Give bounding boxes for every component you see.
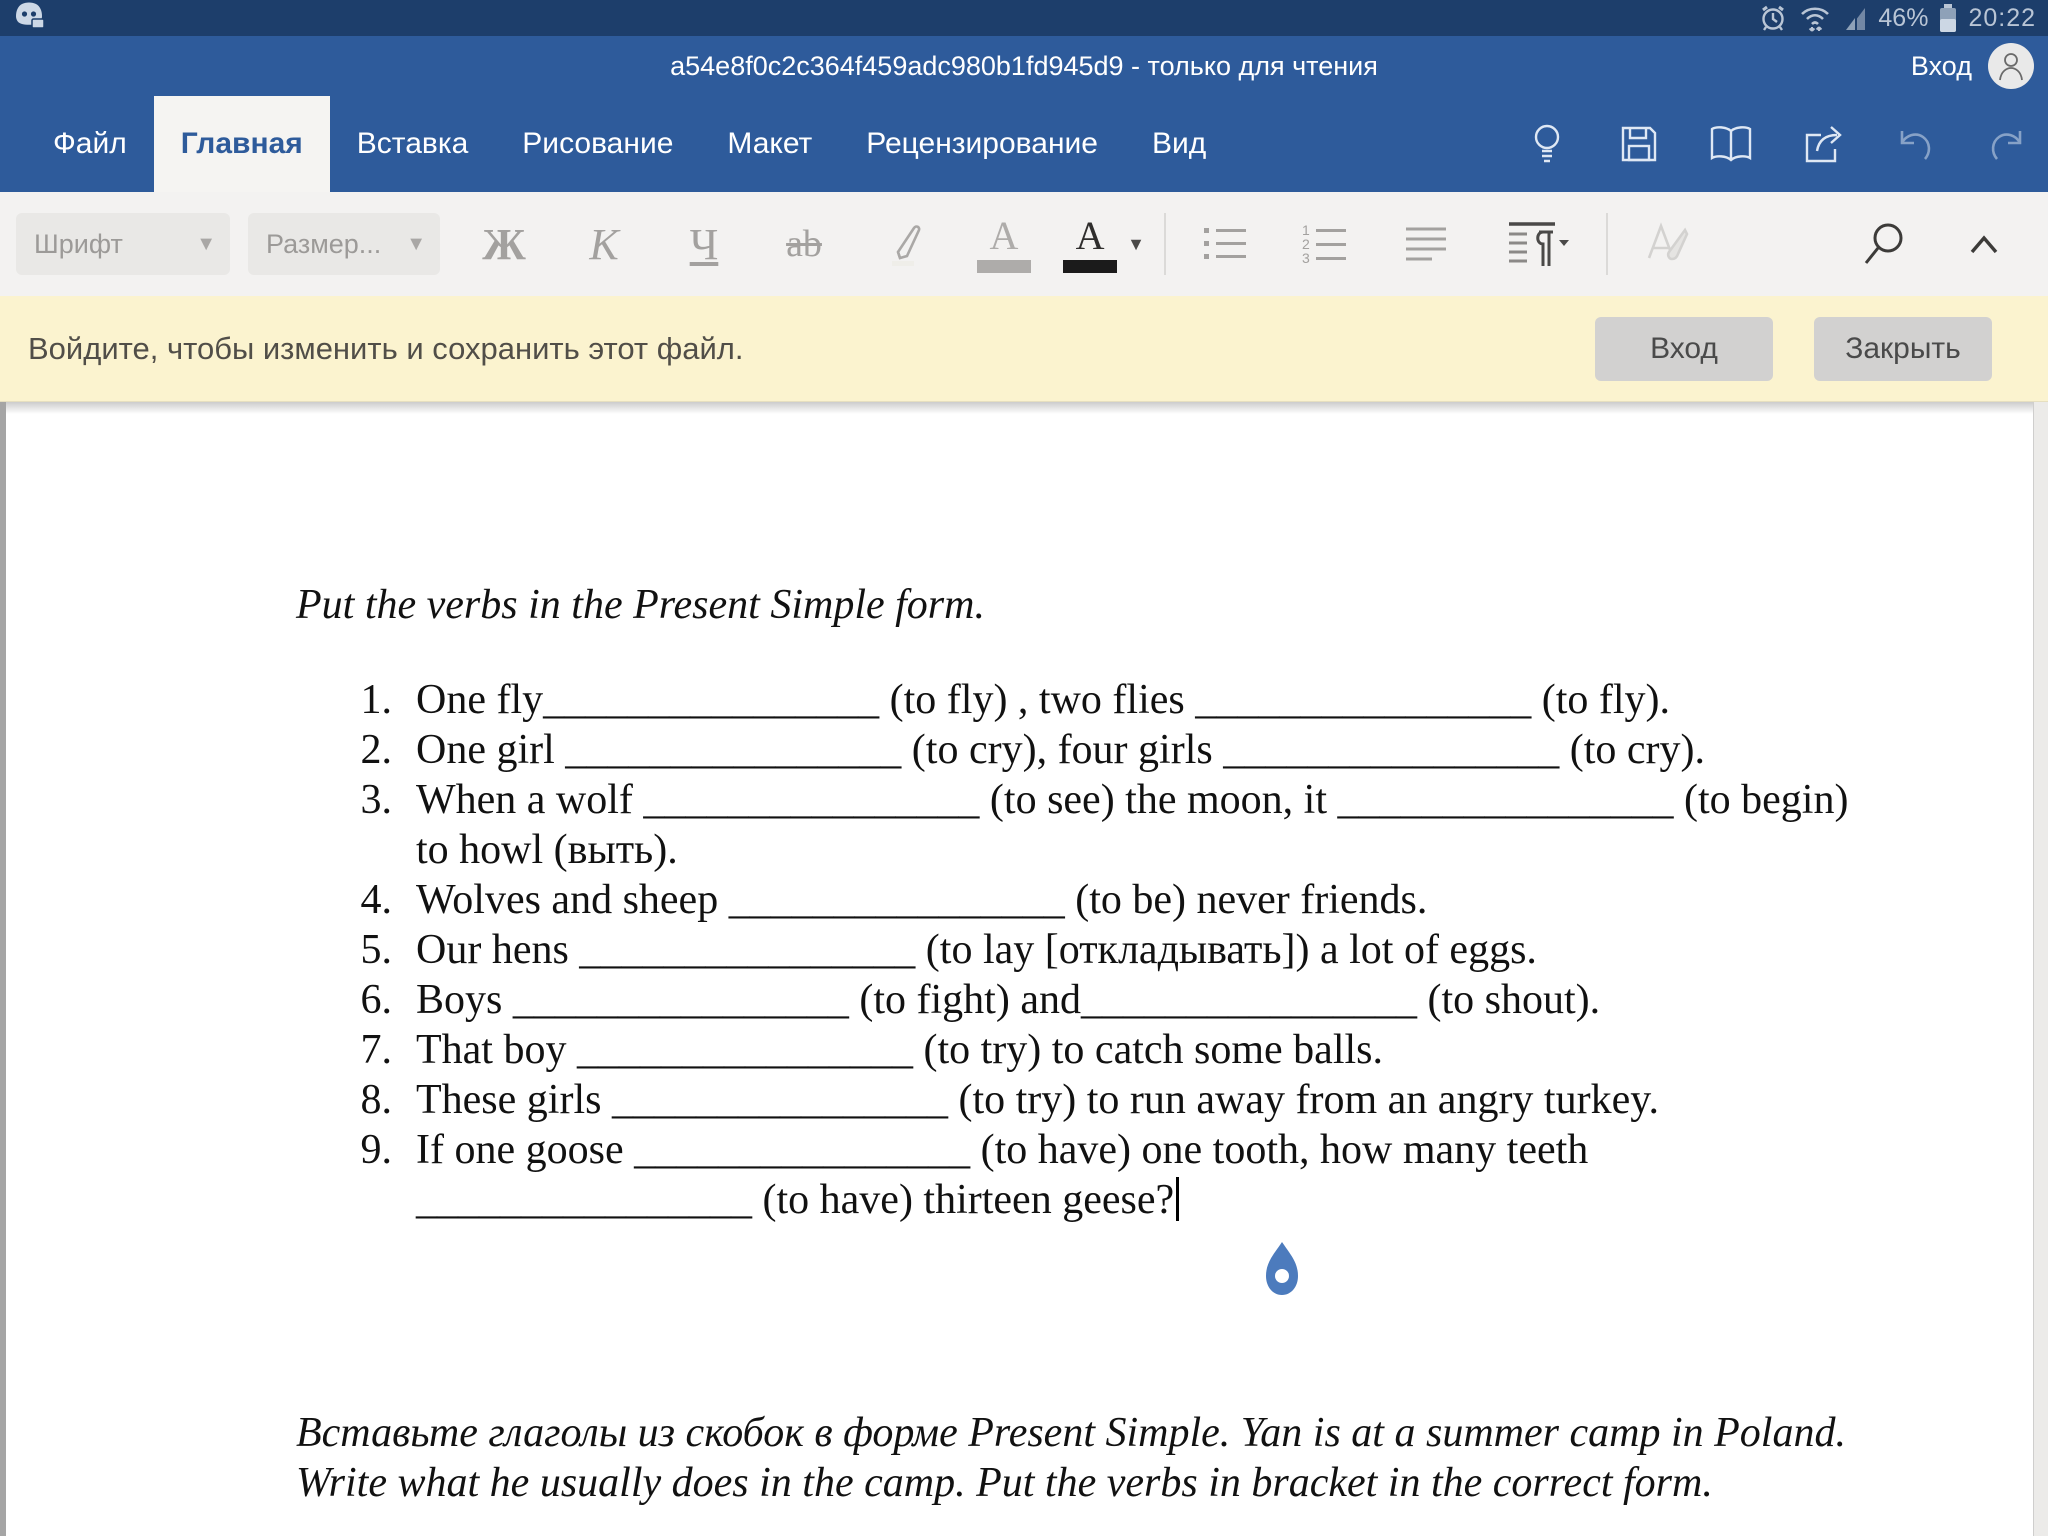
svg-text:3: 3 bbox=[1302, 250, 1310, 266]
svg-text:1: 1 bbox=[1302, 222, 1310, 238]
tab-draw[interactable]: Рисование bbox=[522, 127, 674, 160]
ribbon-tab-row bbox=[0, 96, 2048, 192]
signal-icon bbox=[1844, 4, 1868, 32]
text-effect-icon[interactable]: А bbox=[954, 208, 1054, 280]
underline-button[interactable]: Ч bbox=[689, 219, 719, 269]
svg-text:2: 2 bbox=[1302, 236, 1310, 252]
list-item bbox=[352, 975, 1880, 1025]
android-status-bar bbox=[0, 0, 2048, 36]
list-item-text: One fly________________ (to fly) , two flies ________________ (to fly). bbox=[416, 677, 1671, 723]
bold-button[interactable]: Ж bbox=[482, 219, 526, 269]
footer-instructions: Вставьте глаголы из скобок в форме Present Simple. Yan is at a summer camp in Poland. Write what he usually does in the camp. Put the verbs in bracket in the correct form. bbox=[296, 1410, 1846, 1506]
save-icon[interactable] bbox=[1614, 119, 1664, 169]
list-item-number: 5. bbox=[360, 927, 392, 973]
format-painter-icon[interactable] bbox=[1618, 208, 1718, 280]
document-title: a54e8f0c2c364f459adc980b1fd945d9 - только для чтения bbox=[670, 50, 1378, 81]
share-icon[interactable] bbox=[1798, 119, 1848, 169]
redo-icon[interactable] bbox=[1982, 119, 2032, 169]
word-title-bar bbox=[0, 36, 2048, 96]
undo-icon[interactable] bbox=[1890, 119, 1940, 169]
font-name-label: Шрифт bbox=[34, 228, 123, 259]
account-avatar[interactable] bbox=[1988, 43, 2034, 89]
read-mode-icon[interactable] bbox=[1706, 119, 1756, 169]
list-item-number: 7. bbox=[360, 1027, 392, 1073]
formatting-toolbar bbox=[0, 192, 2048, 296]
list-item-number: 3. bbox=[360, 777, 392, 823]
list-item-number: 2. bbox=[360, 727, 392, 773]
alarm-icon bbox=[1758, 3, 1788, 33]
tab-file[interactable]: Файл bbox=[53, 127, 127, 160]
document-canvas[interactable] bbox=[0, 402, 2048, 1536]
discord-notification-icon bbox=[12, 0, 46, 37]
search-icon[interactable] bbox=[1834, 208, 1934, 280]
toolbar-divider bbox=[1606, 213, 1608, 275]
page-shadow bbox=[0, 402, 2048, 414]
list-item-text: Our hens ________________ (to lay [откладывать]) a lot of eggs. bbox=[416, 927, 1537, 973]
list-item bbox=[352, 1025, 1880, 1075]
list-item-text: These girls ________________ (to try) to run away from an angry turkey. bbox=[416, 1077, 1659, 1123]
font-color-button[interactable]: А ▼ bbox=[1054, 208, 1154, 280]
list-item-text: Wolves and sheep ________________ (to be) never friends. bbox=[416, 877, 1428, 923]
italic-button[interactable]: К bbox=[589, 219, 619, 269]
tab-home[interactable]: Главная bbox=[154, 96, 330, 192]
list-item-text: Boys ________________ (to fight) and________________ (to shout). bbox=[416, 977, 1601, 1023]
numbered-list-icon[interactable] bbox=[1276, 208, 1376, 280]
list-item-number: 4. bbox=[360, 877, 392, 923]
banner-close-button[interactable]: Закрыть bbox=[1814, 317, 1992, 381]
exercise-heading: Put the verbs in the Present Simple form. bbox=[296, 582, 985, 628]
highlighter-icon[interactable] bbox=[854, 208, 954, 280]
font-size-dropdown[interactable] bbox=[248, 213, 440, 275]
list-item-number: 1. bbox=[360, 677, 392, 723]
list-item-text: If one goose ________________ (to have) one tooth, how many teeth ________________ (to have) thirteen geese? bbox=[416, 1127, 1589, 1223]
list-item-number: 8. bbox=[360, 1077, 392, 1123]
chevron-down-icon: ▼ bbox=[406, 232, 426, 255]
text-cursor-handle[interactable] bbox=[1262, 1240, 1302, 1303]
align-icon[interactable] bbox=[1376, 208, 1476, 280]
list-item bbox=[352, 875, 1880, 925]
toolbar-divider bbox=[1164, 213, 1166, 275]
battery-percent: 46% bbox=[1878, 3, 1929, 32]
clock: 20:22 bbox=[1968, 3, 2036, 32]
tab-review[interactable]: Рецензирование bbox=[866, 127, 1098, 160]
tab-layout[interactable]: Макет bbox=[727, 127, 813, 160]
list-item bbox=[352, 1125, 1880, 1225]
tab-view[interactable]: Вид bbox=[1151, 127, 1207, 160]
list-item bbox=[352, 775, 1880, 875]
list-item-text: That boy ________________ (to try) to catch some balls. bbox=[416, 1027, 1384, 1073]
sign-in-link[interactable]: Вход bbox=[1910, 50, 1972, 81]
vertical-scrollbar[interactable] bbox=[2033, 402, 2048, 1536]
readonly-banner bbox=[0, 296, 2048, 402]
page-left-margin bbox=[0, 402, 6, 1536]
list-item bbox=[352, 675, 1880, 725]
list-item-number: 6. bbox=[360, 977, 392, 1023]
list-item bbox=[352, 925, 1880, 975]
ribbon-tabs bbox=[26, 96, 1233, 192]
tab-insert[interactable]: Вставка bbox=[356, 127, 469, 160]
battery-icon bbox=[1938, 2, 1958, 34]
exercise-list bbox=[352, 675, 1880, 1225]
bullet-list-icon[interactable] bbox=[1176, 208, 1276, 280]
font-size-label: Размер... bbox=[266, 228, 382, 259]
banner-sign-in-button[interactable]: Вход bbox=[1595, 317, 1773, 381]
list-item-text: When a wolf ________________ (to see) the moon, it ________________ (to begin) to howl (выть). bbox=[416, 777, 1849, 873]
list-item bbox=[352, 1075, 1880, 1125]
strikethrough-button[interactable]: ab bbox=[786, 223, 822, 265]
paragraph-format-icon[interactable] bbox=[1476, 208, 1596, 280]
list-item-number: 9. bbox=[360, 1127, 392, 1173]
text-caret bbox=[1176, 1177, 1179, 1221]
collapse-ribbon-icon[interactable] bbox=[1934, 208, 2034, 280]
chevron-down-icon: ▼ bbox=[196, 232, 216, 255]
list-item-text: One girl ________________ (to cry), four girls ________________ (to cry). bbox=[416, 727, 1705, 773]
chevron-down-icon: ▼ bbox=[1127, 233, 1145, 254]
font-name-dropdown[interactable] bbox=[16, 213, 230, 275]
banner-message: Войдите, чтобы изменить и сохранить этот файл. bbox=[28, 330, 744, 366]
wifi-icon bbox=[1798, 3, 1834, 33]
list-item bbox=[352, 725, 1880, 775]
lightbulb-icon[interactable] bbox=[1522, 119, 1572, 169]
